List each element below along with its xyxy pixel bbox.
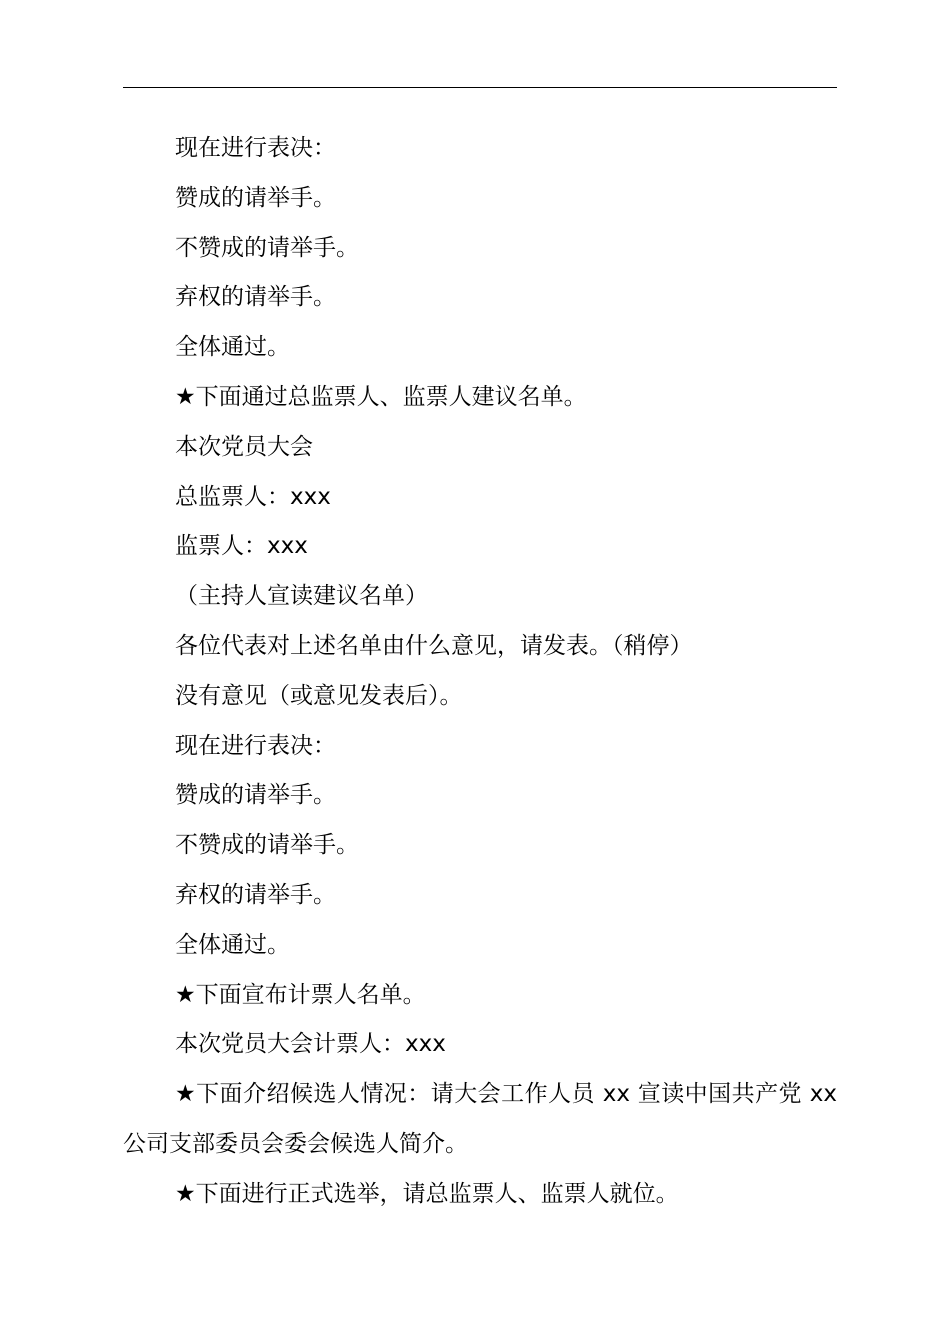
header-rule: [123, 87, 837, 88]
paragraph-chief-scrutineer: 总监票人：xxx: [175, 483, 331, 510]
paragraph-host-reads: （主持人宣读建议名单）: [175, 583, 428, 610]
paragraph-in-favor-2: 赞成的请举手。: [175, 782, 336, 809]
paragraph-formal-election: ★下面进行正式选举，请总监票人、监票人就位。: [175, 1180, 679, 1207]
paragraph-candidate-intro: ★下面介绍候选人情况：请大会工作人员 xx 宣读中国共产党 xx 公司支部委员会委会候选人简介。: [123, 1081, 837, 1157]
paragraph-abstain-2: 弃权的请举手。: [175, 881, 336, 908]
paragraph-vote-call-2: 现在进行表决：: [175, 732, 336, 759]
paragraph-no-opinions: 没有意见（或意见发表后）。: [175, 682, 463, 709]
paragraph-in-favor: 赞成的请举手。: [175, 184, 336, 211]
paragraph-against: 不赞成的请举手。: [175, 234, 359, 261]
paragraph-passed: 全体通过。: [175, 334, 290, 361]
paragraph-against-2: 不赞成的请举手。: [175, 832, 359, 859]
paragraph-counter: 本次党员大会计票人：xxx: [175, 1031, 446, 1058]
paragraph-abstain: 弃权的请举手。: [175, 284, 336, 311]
paragraph-scrutineer-list-heading: ★下面通过总监票人、监票人建议名单。: [175, 383, 587, 410]
paragraph-vote-call: 现在进行表决：: [175, 135, 336, 161]
paragraph-meeting: 本次党员大会: [175, 433, 313, 460]
document-body: [123, 124, 837, 1220]
paragraph-opinions: 各位代表对上述名单由什么意见，请发表。（稍停）: [175, 632, 693, 659]
paragraph-counter-list-heading: ★下面宣布计票人名单。: [175, 981, 426, 1008]
paragraph-passed-2: 全体通过。: [175, 931, 290, 958]
paragraph-scrutineer: 监票人：xxx: [175, 533, 308, 560]
